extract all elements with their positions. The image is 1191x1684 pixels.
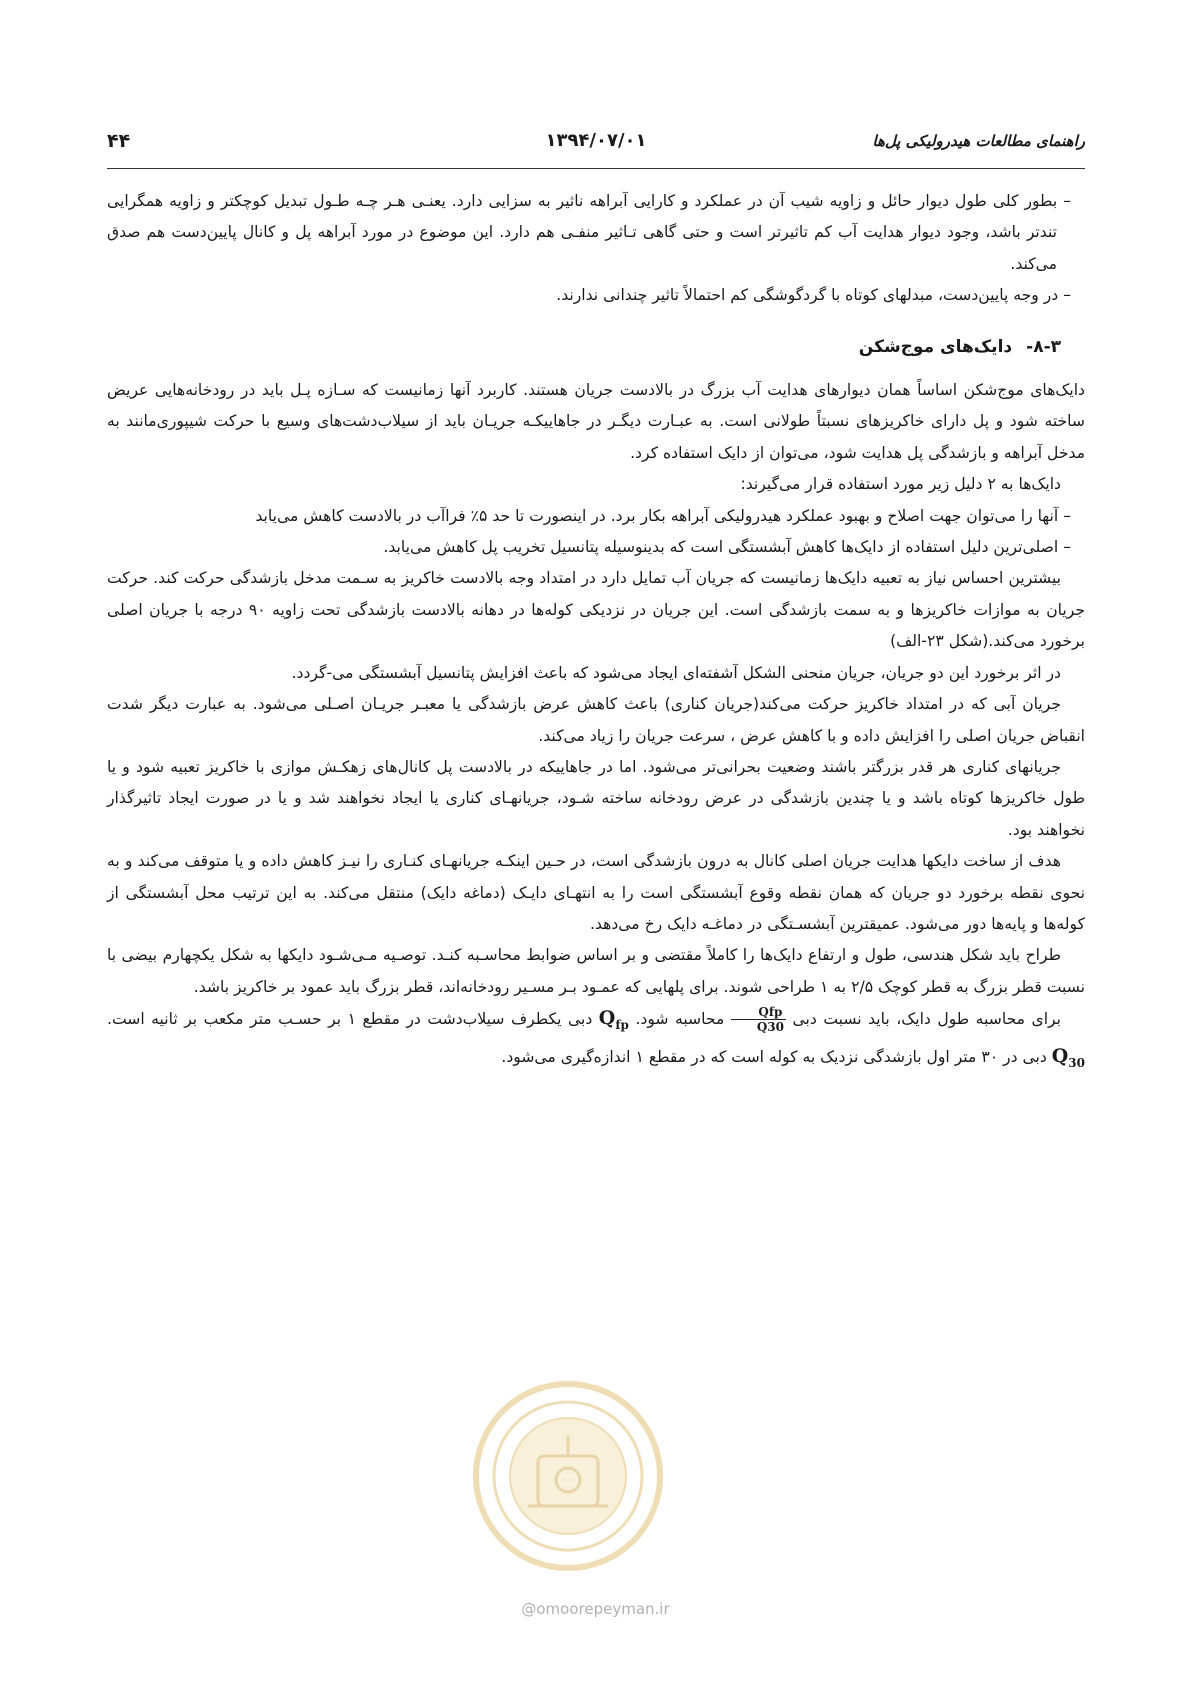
watermark-site: @omoorepeyman.ir bbox=[521, 1600, 670, 1618]
paragraph-collision: در اثر برخورد این دو جریان، جریان منحنی الشکل آشفته‌ای ایجاد می‌شود که باعث افزایش پتانسیل آبشستگی می-گردد. bbox=[291, 663, 1061, 682]
symbol-q30: $Q_{30}$ bbox=[1051, 1045, 1085, 1071]
symbol-qfp: $Q_{fp}$ bbox=[598, 1007, 629, 1032]
paragraph-side-flow: جریان آبی که در امتداد خاکریز حرکت می‌کند(جریان کناری) باعث کاهش عرض بازشدگی یا معبـر جریـان اصـلی می‌شود. به عبارت دیگر شدت انقباض جریان اصلی را افزایش داده و با کاهش عرض ، سرعت جریان را زیاد می‌کند. bbox=[107, 695, 1085, 745]
page-header bbox=[107, 130, 1085, 158]
dike-length-text-a: برای محاسبه طول دایک، باید نسبت دبی bbox=[792, 1010, 1061, 1029]
watermark-seal-icon bbox=[468, 1376, 668, 1576]
page-number: ۴۴ bbox=[107, 130, 131, 152]
paragraph-goal: هدف از ساخت دایکها هدایت جریان اصلی کانال به درون بازشدگی است، در حـین اینکـه جریانهـای کنـاری را نیـز کاهش داده و یا متوقف می‌کند و به نحوی نقطه برخورد دو جریان که همان نقطه وقوع آبشستگی است را به انتهـای دایـک (دماغه دایک) منتقل می‌کند. به این ترتیب محل آبشستگی از کوله‌ها و پایه‌ها دور می‌شود. عمیقترین آبشسـتگی در دماغـه دایک رخ می‌دهد. bbox=[107, 852, 1085, 933]
bullet-downstream-face: – در وجه پایین‌دست، مبدلهای کوتاه با گردگوشگی کم احتمالاً تاثیر چندانی ندارند. bbox=[107, 280, 1085, 311]
bullet-reason-scour: – اصلی‌ترین دلیل استفاده از دایک‌ها کاهش آبشستگی است که بدینوسیله پتانسیل تخریب پل کاهش می‌یابد. bbox=[107, 532, 1085, 563]
header-date: ۱۳۹۴/۰۷/۰۱ bbox=[545, 130, 647, 151]
section-title: دایک‌های موج‌شکن bbox=[858, 336, 1013, 357]
paragraph-dike-length bbox=[107, 1003, 1085, 1079]
dike-length-text-b: محاسبه شود. bbox=[635, 1010, 725, 1029]
header-divider bbox=[107, 168, 1085, 169]
paragraph-intro: دایک‌های موج‌شکن اساساً همان دیوارهای هدایت آب بزرگ در بالادست جریان هستند. کاربرد آنها زمانیست که سـازه پـل باید در رودخانه‌هایی عریض ساخته شود و پل دارای خاکریزهای نسبتاً طولانی است. به عبـارت دیگـر در جاهاییکـه جریـان باید از سیلاب‌دشت‌های وسیع با حرکت شیپوری‌مانند به مدخل آبراهه و بازشدگی پل هدایت شود، می‌توان از دایک استفاده کرد. bbox=[107, 381, 1085, 462]
bullet-reason-hydraulic: – آنها را می‌توان جهت اصلاح و بهبود عملکرد هیدرولیکی آبراهه بکار برد. در اینصورت تا حد ۵٪ فراآب در بالادست کاهش می‌یابد bbox=[107, 501, 1085, 532]
paragraph-need: بیشترین احساس نیاز به تعبیه دایک‌ها زمانیست که جریان آب تمایل دارد در امتداد وجه بالادست خاکریز به سـمت مدخل بازشدگی حرکت کند. حرکت جریان به موازات خاکریزها و به سمت بازشدگی است. این جریان در نزدیکی کوله‌ها در دهانه بالادست بازشدگی تحت زاویه ۹۰ درجه با جریان اصلی برخورد می‌کند.(شکل ۲۳-الف) bbox=[107, 569, 1085, 651]
paragraph-reasons-intro: دایک‌ها به ۲ دلیل زیر مورد استفاده قرار می‌گیرند: bbox=[740, 475, 1061, 494]
discharge-ratio-fraction bbox=[731, 1005, 786, 1034]
document-body bbox=[107, 186, 1085, 1080]
section-heading bbox=[107, 332, 1085, 363]
fraction-denominator: Q30 bbox=[756, 1020, 784, 1035]
dike-length-text-d: دبی در ۳۰ متر اول بازشدگی نزدیک به کوله است که در مقطع ۱ اندازه‌گیری می‌شود. bbox=[501, 1048, 1047, 1067]
running-title: راهنمای مطالعات هیدرولیکی پل‌ها bbox=[872, 132, 1085, 150]
bullet-wall-length: – بطور کلی طول دیوار حائل و زاویه شیب آن در عملکرد و کارایی آبراهه ناثیر به سزایی دارد. یعنـی هـر چـه طـول تبدیل کوچکتر و زاویه همگرایی تندتر باشد، وجود دیوار هدایت آب کم تاثیرتر است و حتی گاهی تـاثیر منفـی هم دارد. این موضوع در مورد آبراهه پل و کانال پایین‌دست هم صدق می‌کند. bbox=[107, 186, 1085, 280]
fraction-numerator: Qfp bbox=[731, 1005, 786, 1020]
section-number: ۸-۳- bbox=[1026, 336, 1061, 357]
paragraph-design: طراح باید شکل هندسی، طول و ارتفاع دایک‌ها را کاملاً مقتضی و بر اساس ضوابط محاسـبه کنـد. توصـیه مـی‌شـود دایکها به شکل یکچهارم بیضی با نسبت قطر بزرگ به قطر کوچک ۲/۵ به ۱ طراحی شوند. برای پلهایی که عمـود بـر مسـیر رودخانه‌اند، قطر بزرگ باید عمود بر خاکریز باشد. bbox=[107, 946, 1085, 996]
paragraph-critical: جریانهای کناری هر قدر بزرگتر باشند وضعیت بحرانی‌تر می‌شود. اما در جاهاییکه در بالادست پل کانال‌های زهکـش موازی با خاکریز تعبیه شود و یا طول خاکریزها کوتاه باشد و یا چندین بازشدگی در عرض رودخانه ساخته شـود، جریانهـای کناری یا ایجاد نخواهند شد و یا در صورت ایجاد تاثیرگذار نخواهند بود. bbox=[107, 757, 1085, 839]
dike-length-text-c: دبی یکطرف سیلاب‌دشت در مقطع ۱ بر حسـب متر مکعب بر ثانیه است. bbox=[107, 1010, 593, 1029]
